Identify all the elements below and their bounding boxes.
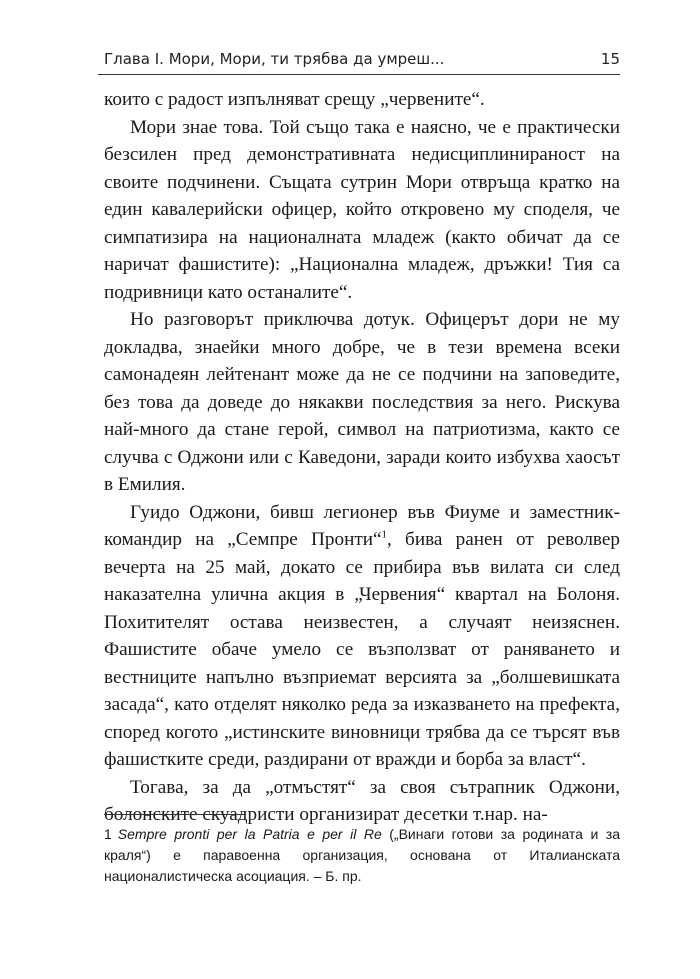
paragraph: Но разговорът приключва дотук. Офицерът дори не му докладва, знаейки много добре, че в тези времена всеки самонадеян лейтенант може да не се подчини на заповедите, без това да доведе до някакви последствия за него. Рискува най-много да стане герой, символ на патриотизма, както се случва с Оджони или с Каведони, заради които избухва хаосът в Емилия. [104, 309, 620, 495]
footnote-number: 1 [104, 826, 112, 842]
footnote-text: („Винаги готови за родината и за краля“) е паравоенна организация, основана от Италианската националистическа асоциация. – Б. пр. [104, 826, 621, 884]
footnote-reference[interactable]: 1 [381, 528, 388, 541]
page-number: 15 [600, 50, 620, 68]
paragraph: Тогава, за да „отмъстят“ за своя сътрапник Оджони, болонските скуадристи организират десетки т.нар. на- [104, 776, 620, 825]
running-header [104, 50, 620, 68]
chapter-title: Глава I. Мори, Мори, ти трябва да умреш... [104, 50, 445, 68]
paragraph: Мори знае това. Той също така е наясно, че е практически безсилен пред демонстративната недисциплинираност на своите подчинени. Същата сутрин Мори отвръща кратко на един кавалерийски офицер, който откровено му споделя, че симпатизира на националната младеж (както обичат да се наричат фашистите): „Национална младеж, дръжки! Тия са подривници като останалите“. [104, 116, 620, 303]
paragraph [104, 499, 620, 774]
footnote [104, 824, 620, 887]
paragraph-text: , бива ранен от револвер вечерта на 25 май, докато се прибира във вилата си след наказателна улична акция в „Червения“ квартал на Болоня. Похитителят остава неизвестен, а случаят неизяснен. Фашистите обаче умело се възползват от раняването и вестниците напълно възприемат версията за „болшевишката засада“, като отделят няколко реда за изказването на префекта, според когото „истинските виновници трябва да се търсят във фашистките среди, раздирани от вражди и борба за власт“. [104, 529, 620, 770]
header-rule [98, 74, 620, 75]
paragraph-text: Гуидо Оджони, бивш легионер във Фиуме и заместник-командир на „Семпре Пронти“ [104, 501, 620, 550]
paragraph-continuation: които с радост изпълняват срещу „червените“. [104, 89, 485, 110]
footnote-rule [104, 814, 246, 815]
footnote-italic-title: Sempre pronti per la Patria e per il Re [117, 826, 382, 842]
body-text [104, 86, 620, 829]
